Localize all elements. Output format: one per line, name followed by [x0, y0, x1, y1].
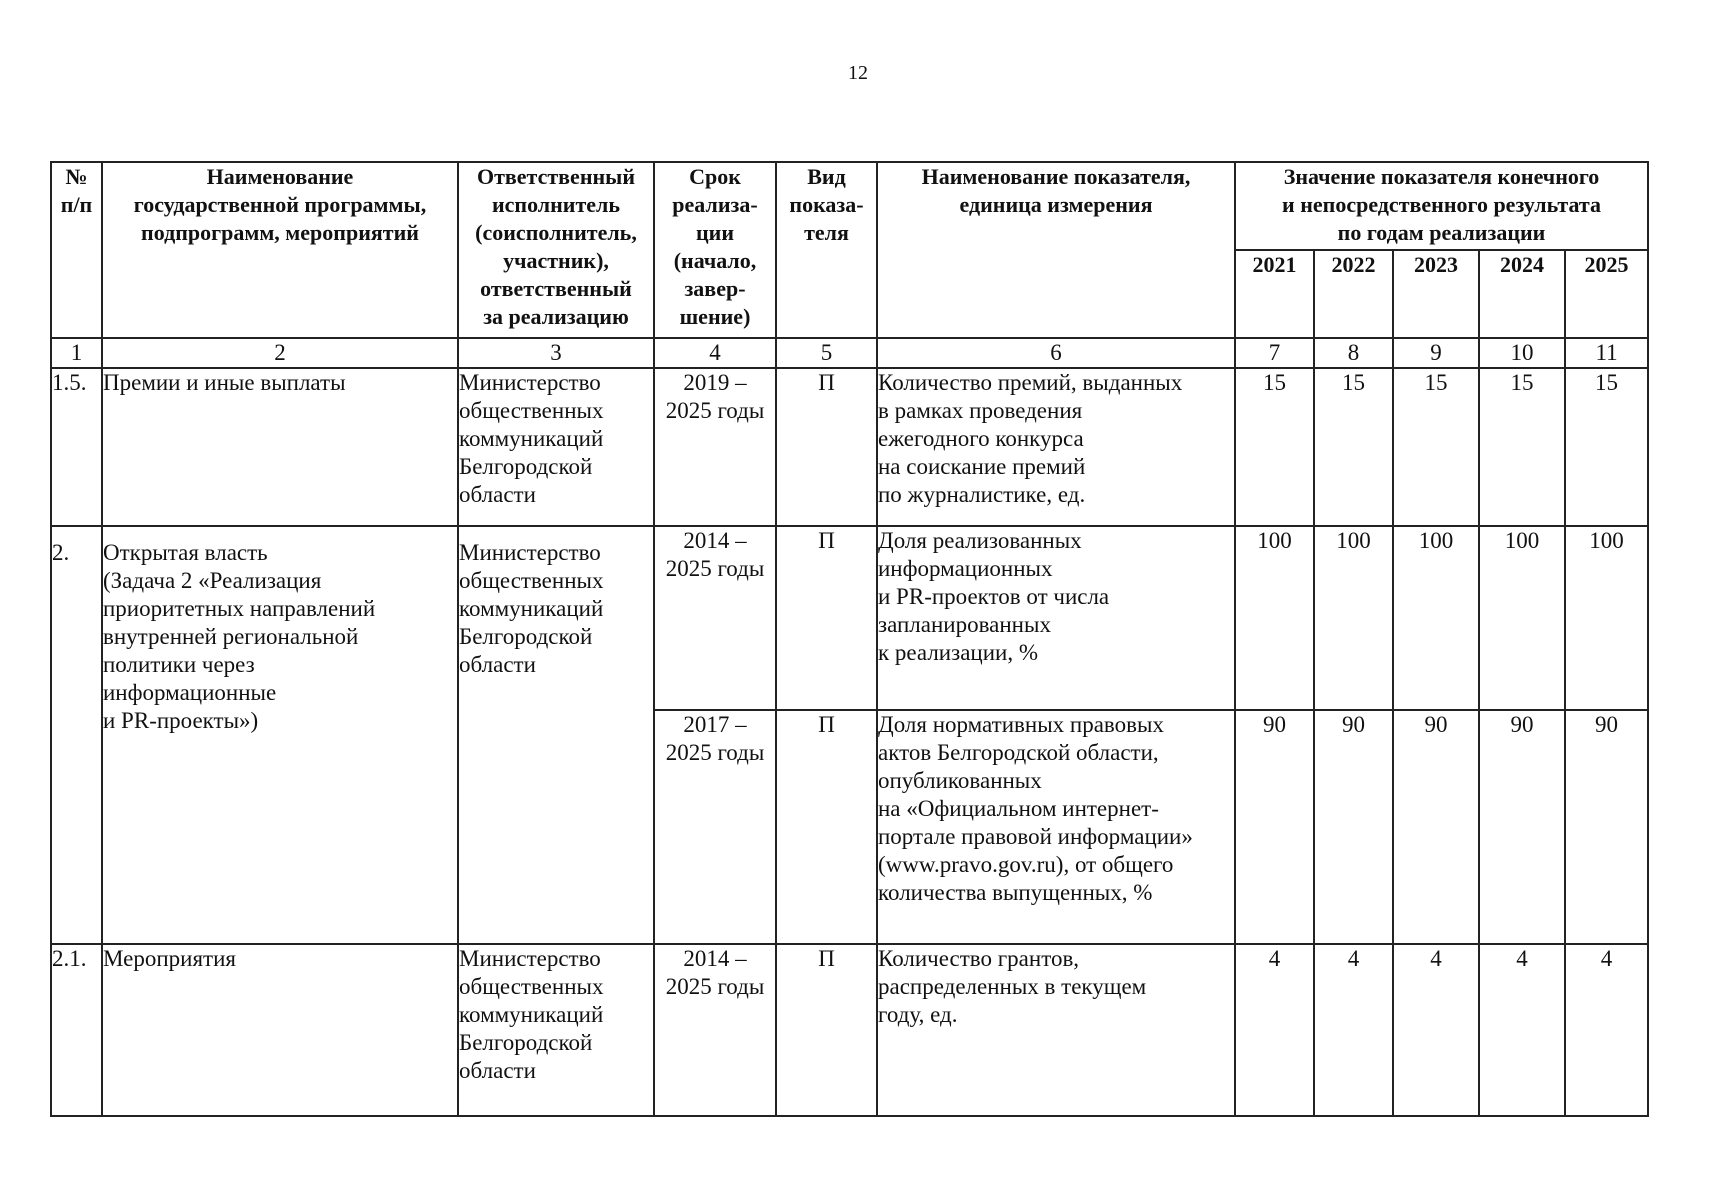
value-cell: 90 — [1314, 710, 1393, 944]
indicator-kind: П — [776, 368, 877, 526]
column-number: 5 — [776, 338, 877, 368]
indicator-kind: П — [776, 944, 877, 1116]
value-cell: 90 — [1235, 710, 1314, 944]
responsible: Министерство общественных коммуникаций Белгородской области — [458, 368, 654, 526]
header-no: № п/п — [51, 162, 102, 338]
row-number: 2. — [51, 526, 102, 944]
value-cell: 100 — [1565, 526, 1648, 710]
responsible: Министерство общественных коммуникаций Белгородской области — [458, 526, 654, 944]
indicator-name: Количество грантов, распределенных в текущем году, ед. — [877, 944, 1235, 1116]
header-year: 2022 — [1314, 250, 1393, 338]
header-indicator-kind: Вид показа- теля — [776, 162, 877, 338]
table-row — [51, 526, 1648, 710]
value-cell: 15 — [1393, 368, 1479, 526]
term: 2017 – 2025 годы — [654, 710, 776, 944]
program-indicators-table — [50, 161, 1649, 1117]
value-cell: 90 — [1565, 710, 1648, 944]
indicator-kind: П — [776, 526, 877, 710]
column-number: 9 — [1393, 338, 1479, 368]
column-number: 8 — [1314, 338, 1393, 368]
row-number: 1.5. — [51, 368, 102, 526]
value-cell: 15 — [1479, 368, 1565, 526]
header-indicator-name: Наименование показателя, единица измерения — [877, 162, 1235, 338]
program-name: Премии и иные выплаты — [102, 368, 458, 526]
column-number: 7 — [1235, 338, 1314, 368]
value-cell: 100 — [1479, 526, 1565, 710]
indicator-name: Доля реализованных информационных и PR-проектов от числа запланированных к реализации, % — [877, 526, 1235, 710]
column-number: 11 — [1565, 338, 1648, 368]
indicator-kind: П — [776, 710, 877, 944]
value-cell: 100 — [1235, 526, 1314, 710]
header-year: 2024 — [1479, 250, 1565, 338]
header-year: 2023 — [1393, 250, 1479, 338]
responsible: Министерство общественных коммуникаций Белгородской области — [458, 944, 654, 1116]
column-number: 3 — [458, 338, 654, 368]
header-term: Срок реализа- ции (начало, завер- шение) — [654, 162, 776, 338]
column-number: 4 — [654, 338, 776, 368]
term: 2014 – 2025 годы — [654, 944, 776, 1116]
value-cell: 90 — [1479, 710, 1565, 944]
program-name: Открытая власть (Задача 2 «Реализация приоритетных направлений внутренней региональной политики через информационные и PR-проекты») — [102, 526, 458, 944]
header-values: Значение показателя конечного и непосредственного результата по годам реализации — [1235, 162, 1648, 250]
column-number: 2 — [102, 338, 458, 368]
page-number: 12 — [848, 62, 868, 84]
value-cell: 4 — [1314, 944, 1393, 1116]
value-cell: 100 — [1314, 526, 1393, 710]
header-year: 2021 — [1235, 250, 1314, 338]
row-number: 2.1. — [51, 944, 102, 1116]
header-program-name: Наименование государственной программы, подпрограмм, мероприятий — [102, 162, 458, 338]
column-number: 1 — [51, 338, 102, 368]
term: 2019 – 2025 годы — [654, 368, 776, 526]
value-cell: 4 — [1479, 944, 1565, 1116]
header-responsible: Ответственный исполнитель (соисполнитель, участник), ответственный за реализацию — [458, 162, 654, 338]
value-cell: 4 — [1235, 944, 1314, 1116]
indicator-name: Доля нормативных правовых актов Белгородской области, опубликованных на «Официальном интернет- портале правовой информации» (www.pravo.gov.ru), от общего количества выпущенных, % — [877, 710, 1235, 944]
column-number: 10 — [1479, 338, 1565, 368]
value-cell: 15 — [1235, 368, 1314, 526]
value-cell: 100 — [1393, 526, 1479, 710]
value-cell: 90 — [1393, 710, 1479, 944]
column-number: 6 — [877, 338, 1235, 368]
value-cell: 4 — [1565, 944, 1648, 1116]
program-name: Мероприятия — [102, 944, 458, 1116]
table-row — [51, 368, 1648, 526]
value-cell: 15 — [1565, 368, 1648, 526]
value-cell: 15 — [1314, 368, 1393, 526]
value-cell: 4 — [1393, 944, 1479, 1116]
term: 2014 – 2025 годы — [654, 526, 776, 710]
indicator-name: Количество премий, выданных в рамках проведения ежегодного конкурса на соискание премий по журналистике, ед. — [877, 368, 1235, 526]
table-row — [51, 944, 1648, 1116]
header-year: 2025 — [1565, 250, 1648, 338]
